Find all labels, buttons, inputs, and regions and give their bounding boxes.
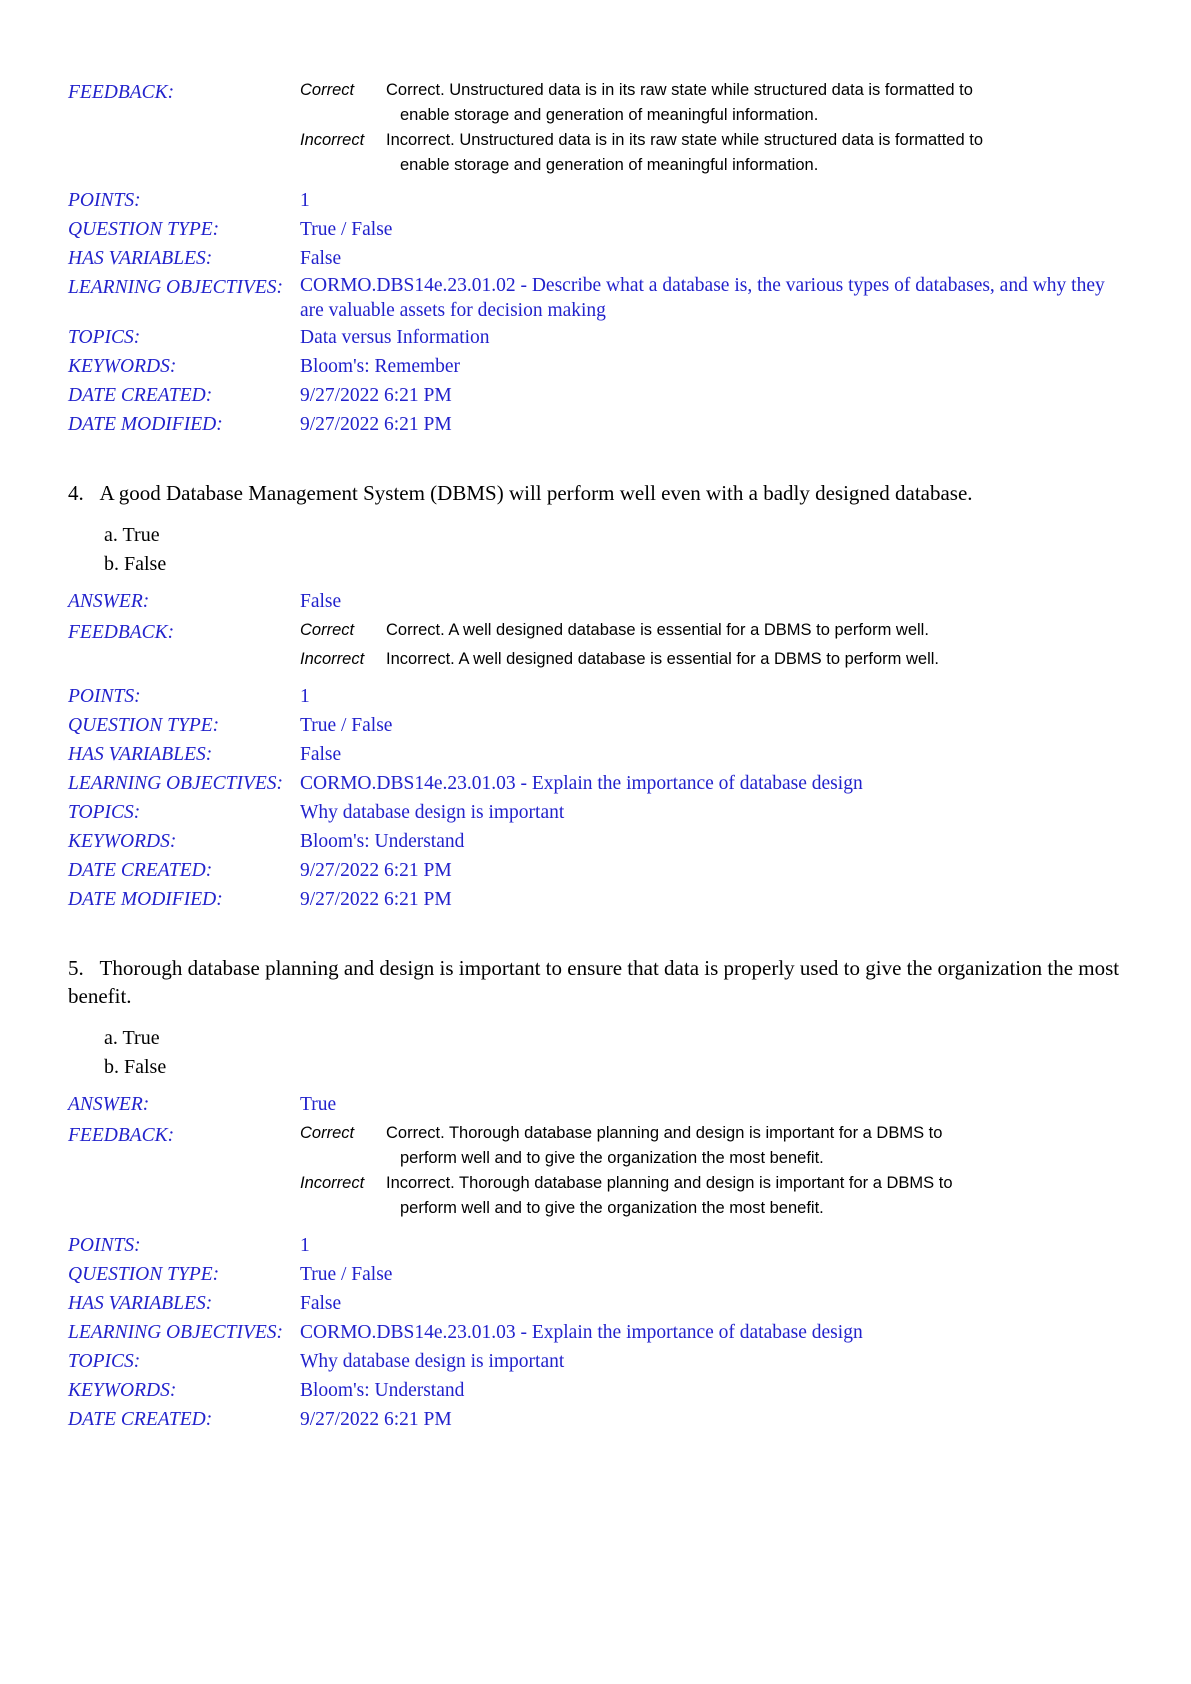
feedback-line-2: enable storage and generation of meaningful information.: [400, 156, 819, 174]
metadata-row: [68, 352, 1121, 381]
feedback-row: [68, 1121, 1121, 1171]
metadata-value-learning-objectives: CORMO.DBS14e.23.01.03 - Explain the importance of database design: [300, 773, 863, 794]
metadata-row: [68, 1090, 1121, 1119]
choice-a[interactable]: a. True: [104, 1027, 160, 1049]
metadata-row: [68, 1289, 1121, 1318]
metadata-value-date-created: 9/27/2022 6:21 PM: [300, 1409, 452, 1430]
metadata-label-question-type: QUESTION TYPE:: [68, 1264, 220, 1285]
feedback-line-1: Incorrect. Thorough database planning and design is important for a DBMS to: [386, 1174, 953, 1192]
metadata-label-points: POINTS:: [68, 1235, 141, 1256]
question-text-5: [68, 954, 1121, 1010]
metadata-row: [68, 740, 1121, 769]
feedback-kind-incorrect: Incorrect: [300, 1174, 365, 1192]
metadata-row: [68, 273, 1121, 323]
question-body-5: Thorough database planning and design is important to ensure that data is properly used to give the organization the most benefit.: [68, 956, 1120, 1008]
answer-table-5: [68, 1090, 1121, 1119]
metadata-value-topics: Why database design is important: [300, 1351, 565, 1372]
metadata-value-question-type: True / False: [300, 219, 393, 240]
metadata-value-points: 1: [300, 1235, 310, 1256]
answer-choices-5: [104, 1024, 1121, 1082]
choice-a[interactable]: a. True: [104, 524, 160, 546]
metadata-value-date-modified: 9/27/2022 6:21 PM: [300, 414, 452, 435]
answer-choices-4: [104, 521, 1121, 579]
metadata-row: [68, 1231, 1121, 1260]
feedback-label-spacer: [68, 647, 300, 672]
answer-value: True: [300, 1094, 337, 1115]
metadata-value-keywords: Bloom's: Remember: [300, 356, 461, 377]
metadata-row: [68, 798, 1121, 827]
metadata-row: [68, 1376, 1121, 1405]
question-block-4: [68, 479, 1121, 914]
metadata-label-points: POINTS:: [68, 190, 141, 211]
feedback-line-2: perform well and to give the organization the most benefit.: [400, 1199, 824, 1217]
metadata-row: [68, 827, 1121, 856]
spacer: [68, 1223, 1121, 1231]
choice-b[interactable]: b. False: [104, 553, 167, 575]
metadata-row: [68, 885, 1121, 914]
metadata-row: [68, 244, 1121, 273]
metadata-label-keywords: KEYWORDS:: [68, 1380, 177, 1401]
metadata-label-date-created: DATE CREATED:: [68, 1409, 213, 1430]
feedback-text-incorrect: Incorrect. A well designed database is essential for a DBMS to perform well.: [386, 650, 940, 668]
feedback-line-1: Correct. Thorough database planning and design is important for a DBMS to: [386, 1124, 943, 1142]
metadata-label-keywords: KEYWORDS:: [68, 356, 177, 377]
feedback-table-q5: [68, 1121, 1121, 1221]
metadata-label-date-modified: DATE MODIFIED:: [68, 889, 223, 910]
metadata-row: [68, 1347, 1121, 1376]
feedback-text-correct: [386, 78, 1121, 128]
feedback-line-1: Incorrect. Unstructured data is in its raw state while structured data is formatted to: [386, 131, 984, 149]
feedback-row: [68, 128, 1121, 178]
metadata-row: [68, 381, 1121, 410]
metadata-block-q3: [68, 78, 1121, 439]
metadata-label-has-variables: HAS VARIABLES:: [68, 1293, 213, 1314]
metadata-row: [68, 1260, 1121, 1289]
metadata-label-learning-objectives: LEARNING OBJECTIVES:: [68, 277, 284, 298]
metadata-label-date-modified: DATE MODIFIED:: [68, 414, 223, 435]
metadata-value-keywords: Bloom's: Understand: [300, 831, 465, 852]
metadata-value-points: 1: [300, 686, 310, 707]
feedback-row: [68, 618, 1121, 647]
metadata-value-date-modified: 9/27/2022 6:21 PM: [300, 889, 452, 910]
metadata-table-q3: [68, 186, 1121, 439]
metadata-row: [68, 186, 1121, 215]
feedback-kind-correct: Correct: [300, 621, 355, 639]
metadata-table-q4: [68, 682, 1121, 914]
metadata-value-question-type: True / False: [300, 1264, 393, 1285]
feedback-text-correct: Correct. A well designed database is essential for a DBMS to perform well.: [386, 621, 929, 639]
metadata-value-has-variables: False: [300, 248, 342, 269]
metadata-label-question-type: QUESTION TYPE:: [68, 219, 220, 240]
metadata-row: [68, 410, 1121, 439]
feedback-line-2: enable storage and generation of meaningful information.: [400, 106, 819, 124]
metadata-row: [68, 711, 1121, 740]
metadata-row: [68, 682, 1121, 711]
feedback-label: FEEDBACK:: [68, 82, 175, 103]
metadata-label-has-variables: HAS VARIABLES:: [68, 744, 213, 765]
feedback-row: [68, 647, 1121, 672]
question-number-4: 4.: [68, 481, 84, 505]
question-number-5: 5.: [68, 956, 84, 980]
feedback-row: [68, 1171, 1121, 1221]
feedback-row: [68, 78, 1121, 128]
question-body-4: A good Database Management System (DBMS) will perform well even with a badly designed database.: [99, 481, 973, 505]
metadata-label-learning-objectives: LEARNING OBJECTIVES:: [68, 1322, 284, 1343]
metadata-row: [68, 856, 1121, 885]
feedback-text-incorrect: [386, 128, 1121, 178]
metadata-label-topics: TOPICS:: [68, 327, 141, 348]
metadata-value-topics: Why database design is important: [300, 802, 565, 823]
feedback-table-q3: [68, 78, 1121, 178]
metadata-row: [68, 769, 1121, 798]
feedback-label: FEEDBACK:: [68, 1125, 175, 1146]
feedback-kind-correct: Correct: [300, 81, 355, 99]
metadata-value-points: 1: [300, 190, 310, 211]
answer-value: False: [300, 591, 342, 612]
metadata-label-date-created: DATE CREATED:: [68, 860, 213, 881]
metadata-row: [68, 323, 1121, 352]
answer-table-4: [68, 587, 1121, 616]
metadata-label-date-created: DATE CREATED:: [68, 385, 213, 406]
choice-b[interactable]: b. False: [104, 1056, 167, 1078]
metadata-label-learning-objectives: LEARNING OBJECTIVES:: [68, 773, 284, 794]
metadata-value-has-variables: False: [300, 1293, 342, 1314]
metadata-value-learning-objectives: CORMO.DBS14e.23.01.02 - Describe what a database is, the various types of databases, and why they are valuable assets for decision making: [300, 275, 1105, 321]
feedback-kind-correct: Correct: [300, 1124, 355, 1142]
feedback-wrapper-5: [68, 1121, 1121, 1221]
metadata-value-learning-objectives: CORMO.DBS14e.23.01.03 - Explain the importance of database design: [300, 1322, 863, 1343]
metadata-label-topics: TOPICS:: [68, 802, 141, 823]
metadata-value-topics: Data versus Information: [300, 327, 490, 348]
question-block-5: [68, 954, 1121, 1434]
metadata-label-topics: TOPICS:: [68, 1351, 141, 1372]
metadata-value-date-created: 9/27/2022 6:21 PM: [300, 385, 452, 406]
metadata-value-keywords: Bloom's: Understand: [300, 1380, 465, 1401]
metadata-label-question-type: QUESTION TYPE:: [68, 715, 220, 736]
feedback-table-q4: [68, 618, 1121, 672]
metadata-table-q5: [68, 1231, 1121, 1434]
feedback-label-spacer: [68, 1171, 300, 1221]
metadata-value-has-variables: False: [300, 744, 342, 765]
metadata-label-has-variables: HAS VARIABLES:: [68, 248, 213, 269]
feedback-line-2: perform well and to give the organization the most benefit.: [400, 1149, 824, 1167]
metadata-row: [68, 215, 1121, 244]
feedback-label: FEEDBACK:: [68, 622, 175, 643]
metadata-row: [68, 1405, 1121, 1434]
metadata-row: [68, 1318, 1121, 1347]
feedback-text-incorrect: [386, 1171, 1121, 1221]
feedback-kind-incorrect: Incorrect: [300, 131, 365, 149]
metadata-label-points: POINTS:: [68, 686, 141, 707]
feedback-kind-incorrect: Incorrect: [300, 650, 365, 668]
feedback-line-1: Correct. Unstructured data is in its raw state while structured data is formatted to: [386, 81, 973, 99]
feedback-label-spacer: [68, 128, 300, 178]
spacer: [68, 178, 1121, 186]
feedback-wrapper-4: [68, 618, 1121, 672]
feedback-text-correct: [386, 1121, 1121, 1171]
metadata-label-keywords: KEYWORDS:: [68, 831, 177, 852]
question-text-4: [68, 479, 1121, 507]
metadata-value-question-type: True / False: [300, 715, 393, 736]
metadata-value-date-created: 9/27/2022 6:21 PM: [300, 860, 452, 881]
answer-label: ANSWER:: [68, 591, 150, 612]
answer-label: ANSWER:: [68, 1094, 150, 1115]
metadata-row: [68, 587, 1121, 616]
spacer: [68, 674, 1121, 682]
